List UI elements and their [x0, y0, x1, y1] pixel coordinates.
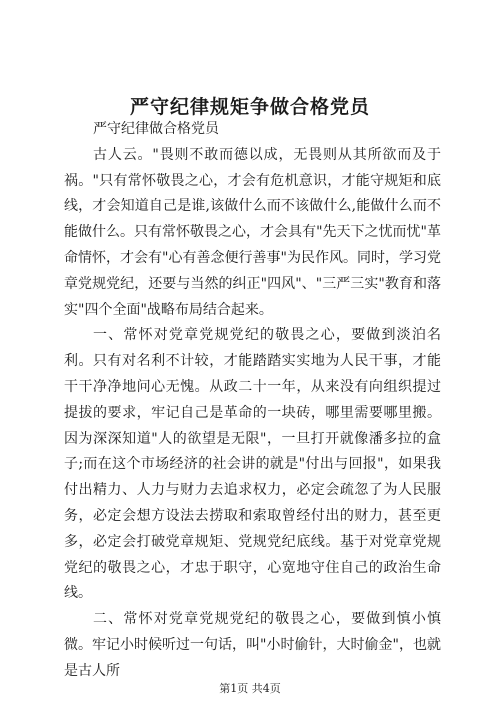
document-title: 严守纪律规矩争做合格党员: [129, 96, 370, 118]
body-paragraph: 二、常怀对党章党规党纪的敬畏之心，要做到慎小慎微。牢记小时候听过一句话，叫"小时偷针，大时偷金"，也就是古人所: [64, 611, 441, 679]
body-paragraph-subtitle: 严守纪律做合格党员: [93, 121, 219, 137]
body-paragraph: 一、常怀对党章党规党纪的敬畏之心，要做到淡泊名利。只有对名利不计较，才能踏踏实实地为人民干事，才能干干净净地问心无愧。从政二十一年，从来没有向组织提过提拔的要求，牢记自己是革命的一块砖，哪里需要哪里搬。因为深深知道"人的欲望是无限"，一旦打开就像潘多拉的盒子;而在这个市场经济的社会讲的就是"付出与回报"，如果我付出精力、人力与财力去追求权力，必定会疏忽了为人民服务，必定会想方设法去捞取和索取曾经付出的财力，甚至更多，必定会打破党章规矩、党规党纪底线。基于对党章党规党纪的敬畏之心，才忠于职守，心宽地守住自己的政治生命线。: [64, 327, 441, 602]
body-paragraph: 古人云。"畏则不敢而德以成，无畏则从其所欲而及于祸。"只有常怀敬畏之心，才会有危机意识，才能守规矩和底线，才会知道自己是谁,该做什么而不该做什么,能做什么而不能做什么。只有常怀敬畏之心，才会具有"先天下之忧而忧"革命情怀，才会有"心有善念便行善事"为民作风。同时，学习党章党规党纪，还要与当然的纠正"四风"、"三严三实"教育和落实"四个全面"战略布局结合起来。: [64, 146, 441, 318]
page-number-footer: 第1页 共4页: [219, 682, 281, 695]
document-body: [64, 117, 441, 685]
